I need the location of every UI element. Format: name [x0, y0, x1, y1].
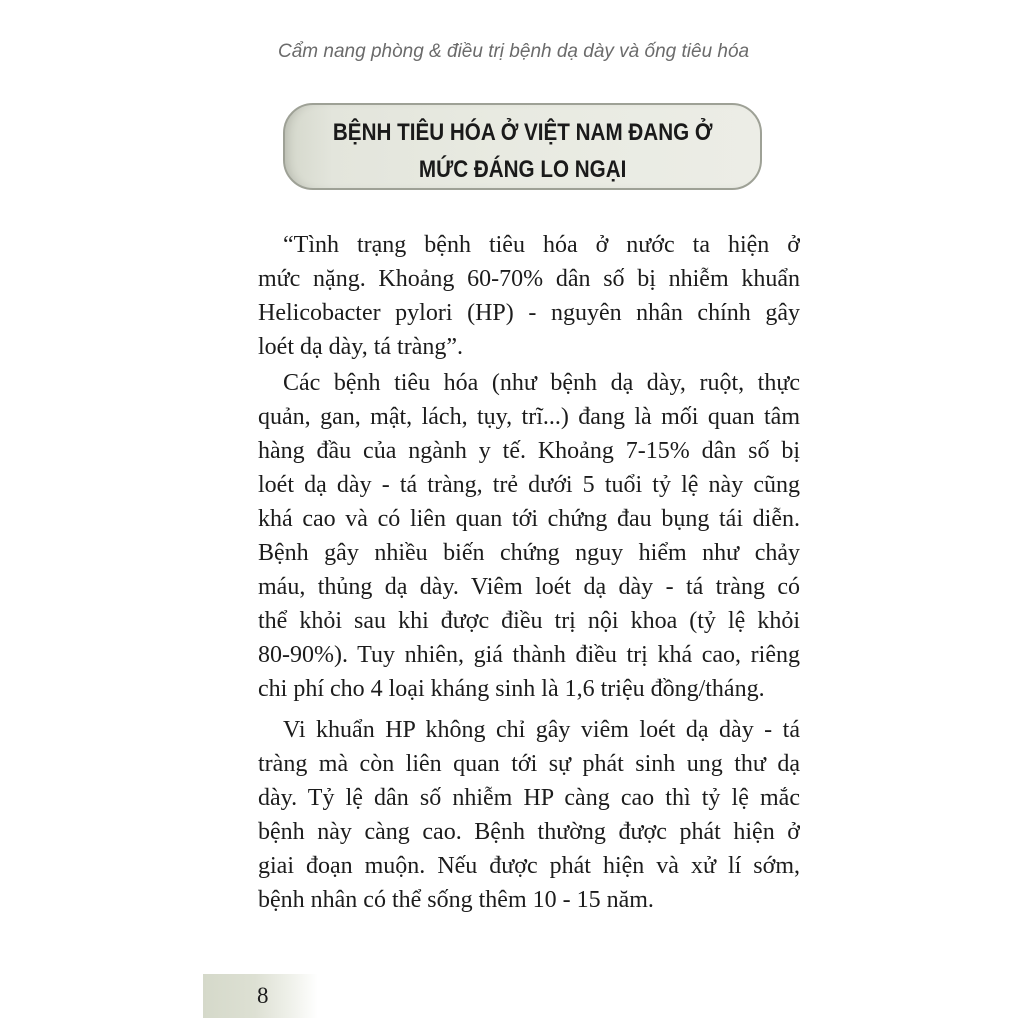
text-line: khá cao và có liên quan tới chứng đau bụng tái diễn. — [258, 506, 800, 532]
section-title-line — [285, 156, 760, 184]
text-line: loét dạ dày - tá tràng, trẻ dưới 5 tuổi tỷ lệ này cũng — [258, 472, 800, 498]
text-line: thể khỏi sau khi được điều trị nội khoa (tỷ lệ khỏi — [258, 608, 800, 634]
text-line: loét dạ dày, tá tràng”. — [258, 334, 464, 360]
paragraph-1 — [258, 228, 800, 364]
text-line: giai đoạn muộn. Nếu được phát hiện và xử lí sớm, — [258, 853, 800, 879]
text-line: Helicobacter pylori (HP) - nguyên nhân chính gây — [258, 300, 800, 326]
section-title-line — [285, 119, 760, 147]
section-title-text: MỨC ĐÁNG LO NGẠI — [418, 156, 627, 183]
text-line: bệnh này càng cao. Bệnh thường được phát hiện ở — [258, 819, 800, 845]
text-line: Các bệnh tiêu hóa (như bệnh dạ dày, ruột, thực — [283, 370, 800, 396]
text-line: chi phí cho 4 loại kháng sinh là 1,6 triệu đồng/tháng. — [258, 676, 765, 702]
text-line: Vi khuẩn HP không chỉ gây viêm loét dạ dày - tá — [283, 717, 800, 743]
text-line: Bệnh gây nhiều biến chứng nguy hiểm như chảy — [258, 540, 800, 566]
section-title-text: BỆNH TIÊU HÓA Ở VIỆT NAM ĐANG Ở — [332, 119, 713, 146]
text-line: 80-90%). Tuy nhiên, giá thành điều trị khá cao, riêng — [258, 642, 800, 668]
paragraph-3 — [258, 713, 800, 917]
section-title-box — [283, 103, 762, 190]
text-line: quản, gan, mật, lách, tụy, trĩ...) đang là mối quan tâm — [258, 404, 800, 430]
text-line: mức nặng. Khoảng 60-70% dân số bị nhiễm khuẩn — [258, 266, 800, 292]
text-line: bệnh nhân có thể sống thêm 10 - 15 năm. — [258, 887, 654, 913]
text-line: máu, thủng dạ dày. Viêm loét dạ dày - tá tràng có — [258, 574, 800, 600]
text-line: “Tình trạng bệnh tiêu hóa ở nước ta hiện ở — [283, 232, 800, 258]
page-number: 8 — [257, 983, 269, 1008]
running-header: Cẩm nang phòng & điều trị bệnh dạ dày và ống tiêu hóa — [278, 41, 750, 62]
text-line: dày. Tỷ lệ dân số nhiễm HP càng cao thì tỷ lệ mắc — [258, 785, 800, 811]
page-number-box — [203, 974, 318, 1018]
paragraph-2 — [258, 366, 800, 706]
text-line: tràng mà còn liên quan tới sự phát sinh ung thư dạ — [258, 751, 800, 777]
text-line: hàng đầu của ngành y tế. Khoảng 7-15% dân số bị — [258, 438, 800, 464]
